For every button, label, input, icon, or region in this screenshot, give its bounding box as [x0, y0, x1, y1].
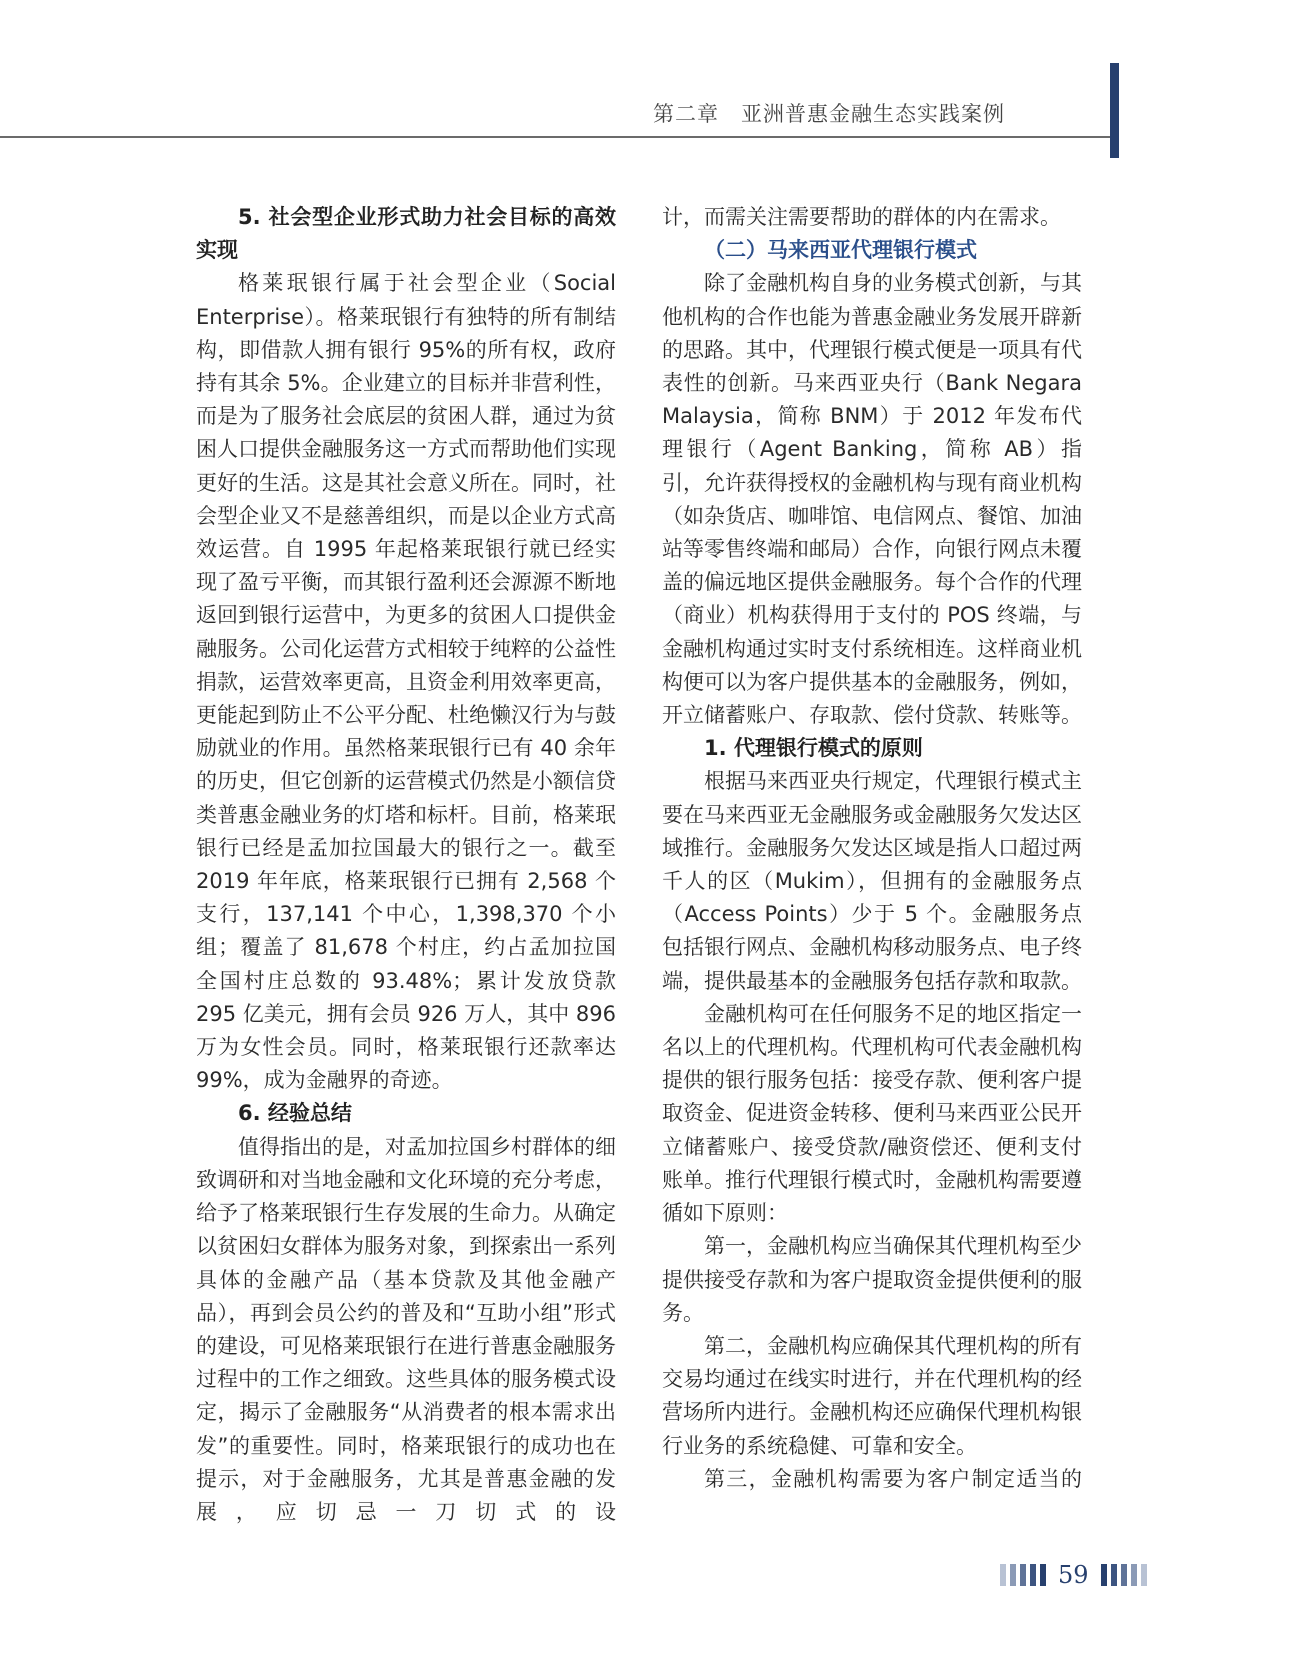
- paragraph: 值得指出的是，对孟加拉国乡村群体的细致调研和对当地金融和文化环境的充分考虑，给予了格莱珉银行生存发展的生命力。从确定以贫困妇女群体为服务对象，到探索出一系列具体的金融产品（基本贷款及其他金融产品），再到会员公约的普及和“互助小组”形式的建设，可见格莱珉银行在进行普惠金融服务过程中的工作之细致。这些具体的服务模式设定，揭示了金融服务“从消费者的根本需求出发”的重要性。同时，格莱珉银行的成功也在提示，对于金融服务，尤其是普惠金融的发展，应切忌一刀切式的设: [196, 1134, 616, 1524]
- page-header-title: 第二章 亚洲普惠金融生态实践案例: [653, 102, 1005, 126]
- paragraph: 格莱珉银行属于社会型企业（Social Enterprise）。格莱珉银行有独特的所有制结构，即借款人拥有银行 95%的所有权，政府持有其余 5%。企业建立的目标并非营利性，而是为了服务社会底层的贫困人群，通过为贫困人口提供金融服务这一方式而帮助他们实现更好的生活。这是其社会意义所在。同时，社会型企业又不是慈善组织，而是以企业方式高效运营。自 1995 年起格莱珉银行就已经实现了盈亏平衡，而其银行盈利还会源源不断地返回到银行运营中，为更多的贫困人口提供金融服务。公司化运营方式相较于纯粹的公益性捐款，运营效率更高，且资金利用效率更高，更能起到防止不公平分配、杜绝懒汉行为与鼓励就业的作用。虽然格莱珉银行已有 40 余年的历史，但它创新的运营模式仍然是小额信贷类普惠金融业务的灯塔和标杆。目前，格莱珉银行已经是孟加拉国最大的银行之一。截至 2019 年年底，格莱珉银行已拥有 2,568 个支行，137,141 个中心，1,398,370 个小组；覆盖了 81,678 个村庄，约占孟加拉国全国村庄总数的 93.48%；累计发放贷款 295 亿美元，拥有会员 926 万人，其中 896 万为女性会员。同时，格莱珉银行还款率达 99%，成为金融界的奇迹。: [196, 271, 616, 1093]
- footer-ticks-left: [1000, 1564, 1046, 1586]
- header-accent-bar: [1110, 63, 1119, 158]
- page-number: 59: [1058, 1561, 1089, 1589]
- paragraph: 第三，金融机构需要为客户制定适当的: [704, 1466, 1082, 1491]
- section-heading: 6. 经验总结: [238, 1101, 352, 1126]
- paragraph: 除了金融机构自身的业务模式创新，与其他机构的合作也能为普惠金融业务发展开辟新的思路。其中，代理银行模式便是一项具有代表性的创新。马来西亚央行（Bank Negara Malaysia，简称 BNM）于 2012 年发布代理银行（Agent Banking，简称 AB）指引，允许获得授权的金融机构与现有商业机构（如杂货店、咖啡馆、电信网点、餐馆、加油站等零售终端和邮局）合作，向银行网点未覆盖的偏远地区提供金融服务。每个合作的代理（商业）机构获得用于支付的 POS 终端，与金融机构通过实时支付系统相连。这样商业机构便可以为客户提供基本的金融服务，例如，开立储蓄账户、存取款、偿付贷款、转账等。: [662, 271, 1082, 728]
- subsection-heading: （二）马来西亚代理银行模式: [704, 238, 977, 263]
- right-column: [662, 201, 1082, 1496]
- paragraph: 第一，金融机构应当确保其代理机构至少提供接受存款和为客户提取资金提供便利的服务。: [662, 1234, 1082, 1325]
- paragraph: 第二，金融机构应确保其代理机构的所有交易均通过在线实时进行，并在代理机构的经营场所内进行。金融机构还应确保代理机构银行业务的系统稳健、可靠和安全。: [662, 1333, 1082, 1458]
- header-rule: [0, 136, 1118, 138]
- paragraph-continued: 计，而需关注需要帮助的群体的内在需求。: [662, 205, 1061, 229]
- section-heading: 5. 社会型企业形式助力社会目标的高效实现: [196, 205, 616, 263]
- page-footer: [1000, 1560, 1147, 1590]
- paragraph: 根据马来西亚央行规定，代理银行模式主要在马来西亚无金融服务或金融服务欠发达区域推行。金融服务欠发达区域是指人口超过两千人的区（Mukim），但拥有的金融服务点（Access Points）少于 5 个。金融服务点包括银行网点、金融机构移动服务点、电子终端，提供最基本的金融服务包括存款和取款。: [662, 769, 1082, 993]
- section-heading: 1. 代理银行模式的原则: [704, 736, 923, 761]
- footer-ticks-right: [1101, 1564, 1147, 1586]
- left-column: [196, 201, 616, 1529]
- paragraph: 金融机构可在任何服务不足的地区指定一名以上的代理机构。代理机构可代表金融机构提供的银行服务包括：接受存款、便利客户提取资金、促进资金转移、便利马来西亚公民开立储蓄账户、接受贷款/融资偿还、便利支付账单。推行代理银行模式时，金融机构需要遵循如下原则：: [662, 1001, 1082, 1226]
